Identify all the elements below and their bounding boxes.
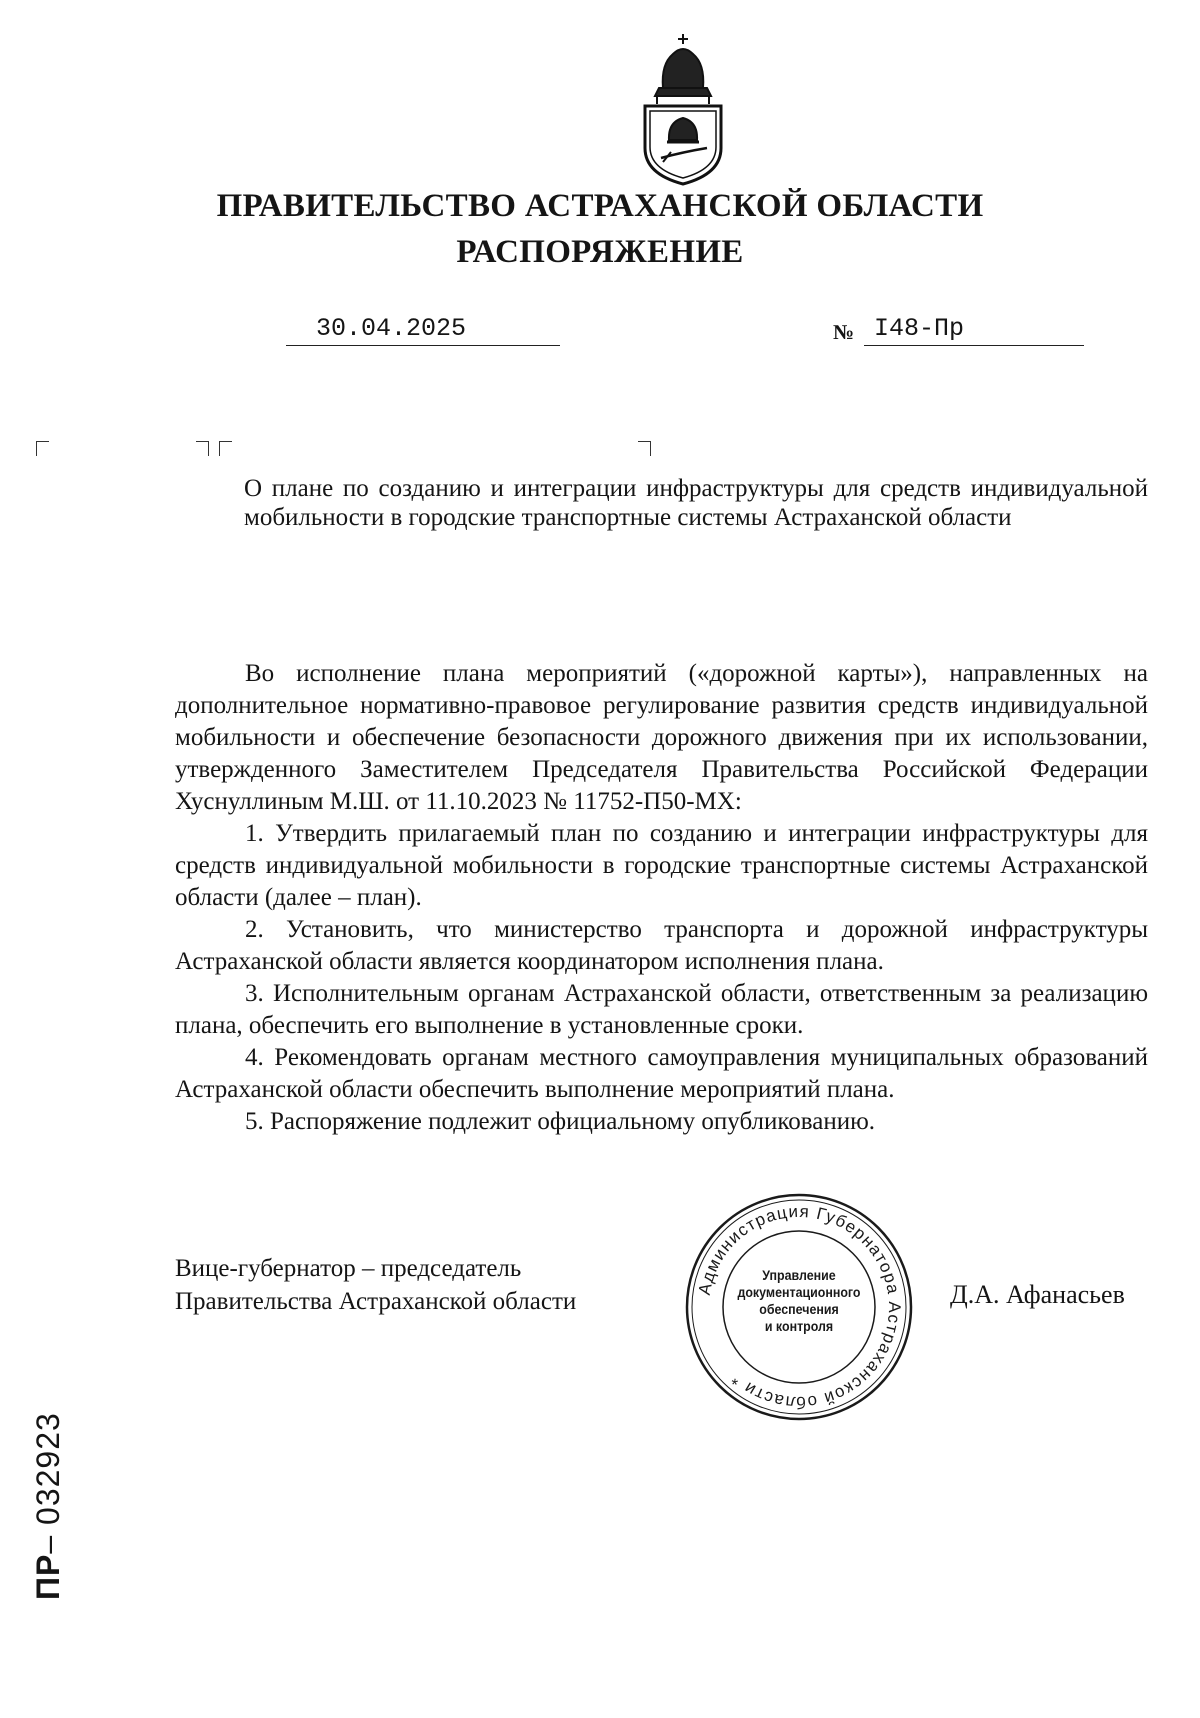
stamp-inner-line: обеспечения (759, 1302, 839, 1317)
registration-prefix: ПР (30, 1553, 66, 1600)
item-paragraph: 1. Утвердить прилагаемый план по созданию и интеграции инфраструктуры для средств индивидуальной мобильности в городские транспортные системы Астраханской области (далее – план). (175, 820, 1148, 911)
stamp-inner-line: и контроля (764, 1319, 834, 1334)
preamble-paragraph: Во исполнение плана мероприятий («дорожной карты»), направленных на дополнительное нормативно-правовое регулирование развития средств индивидуальной мобильности и обеспечение безопасности дорожного движения при их использовании, утвержденного Заместителем Председателя Правительства Российской Федерации Хуснуллиным М.Ш. от 11.10.2023 № 11752-П50-МХ: (175, 660, 1148, 815)
signer-position-line1: Вице-губернатор – председатель (175, 1255, 522, 1282)
government-title: ПРАВИТЕЛЬСТВО АСТРАХАНСКОЙ ОБЛАСТИ (216, 188, 984, 224)
registration-digits: – 032923 (30, 1412, 66, 1554)
document-body (175, 658, 1148, 1138)
signer-name: Д.А. Афанасьев (950, 1280, 1125, 1309)
corner-mark-mid-right (196, 441, 209, 456)
item-paragraph: 4. Рекомендовать органам местного самоуправления муниципальных образований Астраханской области обеспечить выполнение мероприятий плана. (175, 1044, 1148, 1103)
item-paragraph: 2. Установить, что министерство транспорта и дорожной инфраструктуры Астраханской области является координатором исполнения плана. (175, 916, 1148, 975)
coat-of-arms-emblem (633, 30, 733, 188)
item-paragraph: 5. Распоряжение подлежит официальному опубликованию. (245, 1108, 876, 1135)
registration-number (30, 1380, 70, 1600)
document-number: I48-Пр (874, 314, 965, 343)
stamp-inner-line: документационного (737, 1285, 861, 1300)
corner-mark-left (36, 441, 49, 456)
stamp-inner-line: Управление (762, 1268, 836, 1283)
document-subject: О плане по созданию и интеграции инфраструктуры для средств индивидуальной мобильности в городские транспортные системы Астраханской области (244, 475, 1148, 531)
corner-mark-mid-left (219, 441, 232, 456)
document-date: 30.04.2025 (316, 314, 467, 343)
corner-mark-right (638, 441, 651, 456)
document-type: РАСПОРЯЖЕНИЕ (456, 234, 744, 270)
signer-position-line2: Правительства Астраханской области (175, 1288, 577, 1315)
number-sign: № (833, 320, 855, 344)
item-paragraph: 3. Исполнительным органам Астраханской области, ответственным за реализацию плана, обеспечить его выполнение в установленные сроки. (175, 980, 1148, 1039)
stamp-ring-text: Администрация Губернатора Астраханской области * (694, 1201, 905, 1413)
number-underline (864, 345, 1084, 346)
date-underline (286, 345, 560, 346)
